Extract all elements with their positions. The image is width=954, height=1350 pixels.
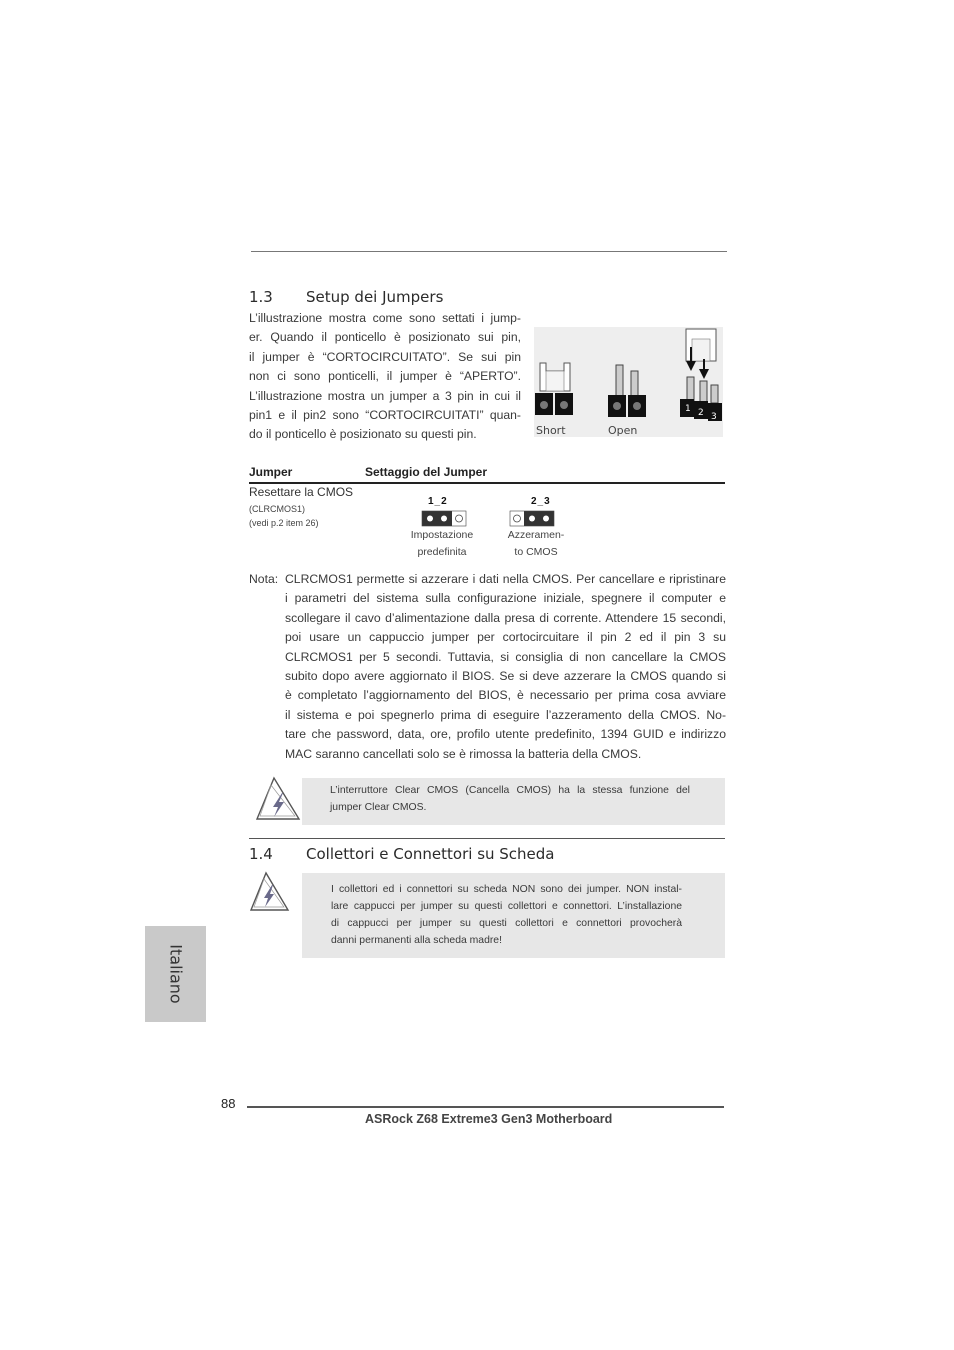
language-side-tab	[145, 926, 206, 1022]
setting-b-caption-2: to CMOS	[514, 546, 558, 558]
open-label: Open	[608, 424, 638, 437]
intro-line: er. Quando il ponticello è posizionato sui pin,	[249, 330, 521, 345]
section-title: Collettori e Connettori su Scheda	[306, 845, 555, 863]
intro-line: non ci sono ponticelli, il jumper è “APERTO”.	[249, 369, 521, 384]
intro-line: pin1 e il pin2 sono “CORTOCIRCUITATI” quan-	[249, 407, 521, 422]
intro-line: il jumper è “CORTOCIRCUITATO”. Se sui pin	[249, 349, 521, 364]
warning-line: L’interruttore Clear CMOS (Cancella CMOS) ha la stessa funzione del	[330, 785, 690, 796]
note-line: CLRCMOS1 per 5 secondi. Tuttavia, si consiglia di non cancellare la CMOS	[285, 649, 726, 664]
pin-number-2: 2	[698, 408, 704, 418]
intro-line: do il ponticello è posizionato su questi pin.	[249, 427, 477, 442]
page-number: 88	[221, 1096, 236, 1111]
section-rule	[249, 838, 725, 839]
warning-box	[302, 873, 725, 958]
intro-paragraph	[249, 309, 521, 445]
warning-icon	[248, 870, 290, 919]
pins-label-2-3: 2_3	[531, 496, 551, 507]
warning-line: lare cappucci per jumper su questi collettori e connettori. L’installazione	[331, 901, 682, 912]
row-ref: (vedi p.2 item 26)	[249, 518, 319, 528]
footer-rule	[247, 1106, 724, 1108]
intro-line: L’illustrazione mostra un jumper a 3 pin in cui il	[249, 388, 521, 403]
note-label: Nota:	[249, 572, 279, 586]
note-line: il sistema e poi spegnerlo prima di eseguire l’azzeramento della CMOS. No-	[285, 707, 726, 722]
pin-number-1: 1	[685, 404, 691, 414]
row-id: (CLRCMOS1)	[249, 504, 306, 514]
note-line: poi usare un cappuccio jumper per cortocircuitare il pin 2 ed il pin 3 su	[285, 630, 726, 645]
table-header-setting: Settaggio del Jumper	[365, 465, 488, 479]
note-paragraph	[285, 570, 726, 764]
intro-line: L’illustrazione mostra come sono settati i jump-	[249, 311, 521, 325]
top-rule	[251, 251, 727, 252]
warning-text	[330, 782, 690, 816]
note-line: i parametri del sistema sulla configurazione iniziale, spegnere il computer e	[285, 591, 726, 606]
warning-box	[302, 778, 725, 825]
footer-product: ASRock Z68 Extreme3 Gen3 Motherboard	[365, 1112, 613, 1126]
note-line: tare che password, data, ore, profilo utente predefinito, 1394 GUID e indirizzo	[285, 727, 726, 742]
short-jumper-drawing	[535, 363, 573, 415]
jumper-illustration	[534, 327, 723, 437]
jumper-figure-svg	[534, 327, 723, 437]
pin-number-3: 3	[711, 412, 717, 422]
warning-line: I collettori ed i connettori su scheda NON sono dei jumper. NON instal-	[331, 884, 682, 895]
short-label: Short	[536, 424, 566, 437]
note-line: subito dopo avere aggiornato il BIOS. Se si deve azzerare la CMOS quando si	[285, 668, 726, 683]
language-label: Italiano	[166, 944, 185, 1004]
table-header-jumper: Jumper	[249, 465, 293, 479]
warning-icon	[254, 775, 302, 828]
warning-line: di cappucci per jumper su questi collettori e connettori provocherà	[331, 918, 682, 929]
warning-line: jumper Clear CMOS.	[330, 802, 427, 813]
table-header-rule	[249, 482, 725, 484]
setting-a-caption-2: predefinita	[417, 546, 467, 558]
note-line: scollegare il cavo d’alimentazione dalla presa di corrente. Attendere 15 secondi,	[285, 610, 726, 625]
section-title: Setup dei Jumpers	[306, 288, 444, 306]
pins-label-1-2: 1_2	[428, 496, 448, 507]
section-number: 1.4	[249, 845, 273, 863]
setting-b-caption-1: Azzeramen-	[507, 529, 565, 541]
note-line: è completato l’aggiornamento del BIOS, è necessario per prima cosa avviare	[285, 688, 726, 703]
note-line: MAC saranno cancellati solo se è rimossa la batteria della CMOS.	[285, 746, 642, 761]
section-number: 1.3	[249, 288, 273, 306]
note-line: CLRCMOS1 permette si azzerare i dati nella CMOS. Per cancellare e ripristinare	[285, 572, 726, 586]
warning-text	[331, 881, 682, 949]
warning-line: danni permanenti alla scheda madre!	[331, 935, 502, 946]
row-name: Resettare la CMOS	[249, 485, 354, 499]
open-jumper-drawing	[608, 365, 646, 417]
setting-a-caption-1: Impostazione	[410, 529, 474, 541]
